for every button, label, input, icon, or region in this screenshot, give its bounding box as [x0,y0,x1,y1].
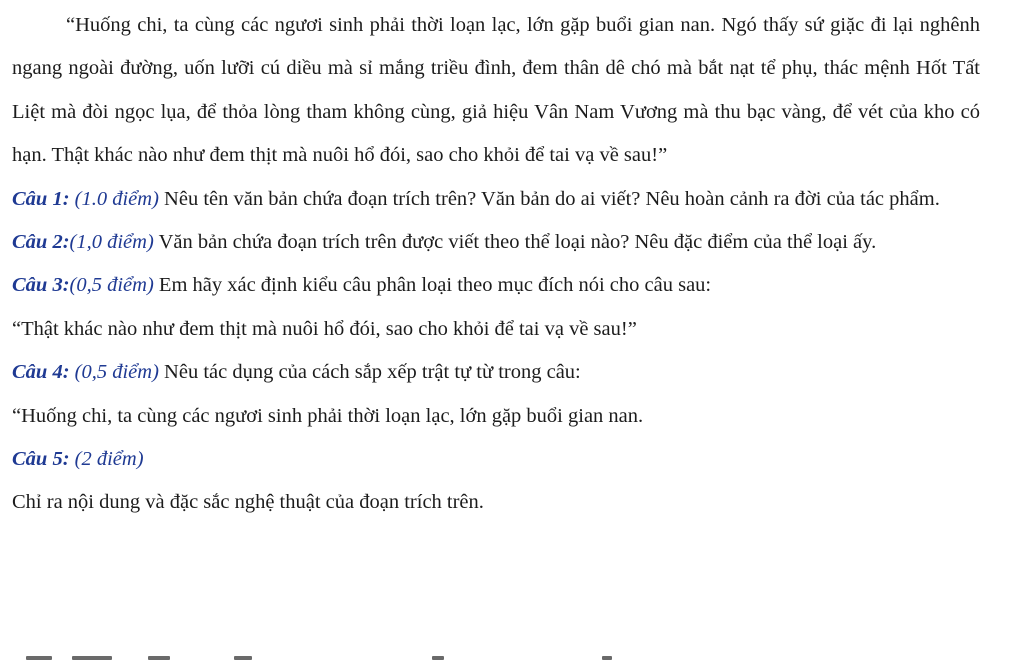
question-5-text: Chỉ ra nội dung và đặc sắc nghệ thuật của đoạn trích trên. [12,491,484,514]
question-2 [12,221,980,264]
glyph-fragment [432,656,444,660]
glyph-fragment [602,656,612,660]
question-1 [12,178,980,221]
quoted-passage: “Huống chi, ta cùng các ngươi sinh phải thời loạn lạc, lớn gặp buổi gian nan. Ngó thấy sứ giặc đi lại nghênh ngang ngoài đường, uốn lưỡi cú diều mà sỉ mắng triều đình, đem thân dê chó mà bắt nạt tể phụ, thác mệnh Hốt Tất Liệt mà đòi ngọc lụa, để thỏa lòng tham không cùng, giả hiệu Vân Nam Vương mà thu bạc vàng, để vét của kho có hạn. Thật khác nào như đem thịt mà nuôi hổ đói, sao cho khỏi để tai vạ về sau!” [12,14,980,167]
question-1-label: Câu 1: [12,187,70,210]
question-2-text: Văn bản chứa đoạn trích trên được viết theo thể loại nào? Nêu đặc điểm của thể loại ấy. [158,231,877,254]
question-4-points: (0,5 điểm) [74,361,159,384]
question-5-points: (2 điểm) [74,448,144,471]
question-2-label: Câu 2: [12,231,70,254]
question-2-points: (1,0 điểm) [69,231,154,254]
glyph-fragment [72,656,112,660]
question-3-quote: “Thật khác nào như đem thịt mà nuôi hổ đói, sao cho khỏi để tai vạ về sau!” [12,317,637,340]
cut-off-next-line [12,652,612,660]
question-1-points: (1.0 điểm) [74,187,159,210]
question-4-text: Nêu tác dụng của cách sắp xếp trật tự từ trong câu: [164,361,581,384]
question-1-text: Nêu tên văn bản chứa đoạn trích trên? Văn bản do ai viết? Nêu hoàn cảnh ra đời của tác phẩm. [164,187,940,210]
question-4-quote: “Huống chi, ta cùng các ngươi sinh phải thời loạn lạc, lớn gặp buổi gian nan. [12,404,644,427]
question-5-label: Câu 5: [12,448,70,471]
document-page [12,4,980,525]
glyph-fragment [234,656,252,660]
question-3 [12,264,980,307]
question-3-points: (0,5 điểm) [69,274,154,297]
question-5 [12,438,980,481]
glyph-fragment [148,656,170,660]
question-4-label: Câu 4: [12,361,70,384]
question-4 [12,351,980,394]
glyph-fragment [26,656,52,660]
question-3-text: Em hãy xác định kiểu câu phân loại theo mục đích nói cho câu sau: [158,274,712,297]
question-3-label: Câu 3: [12,274,70,297]
